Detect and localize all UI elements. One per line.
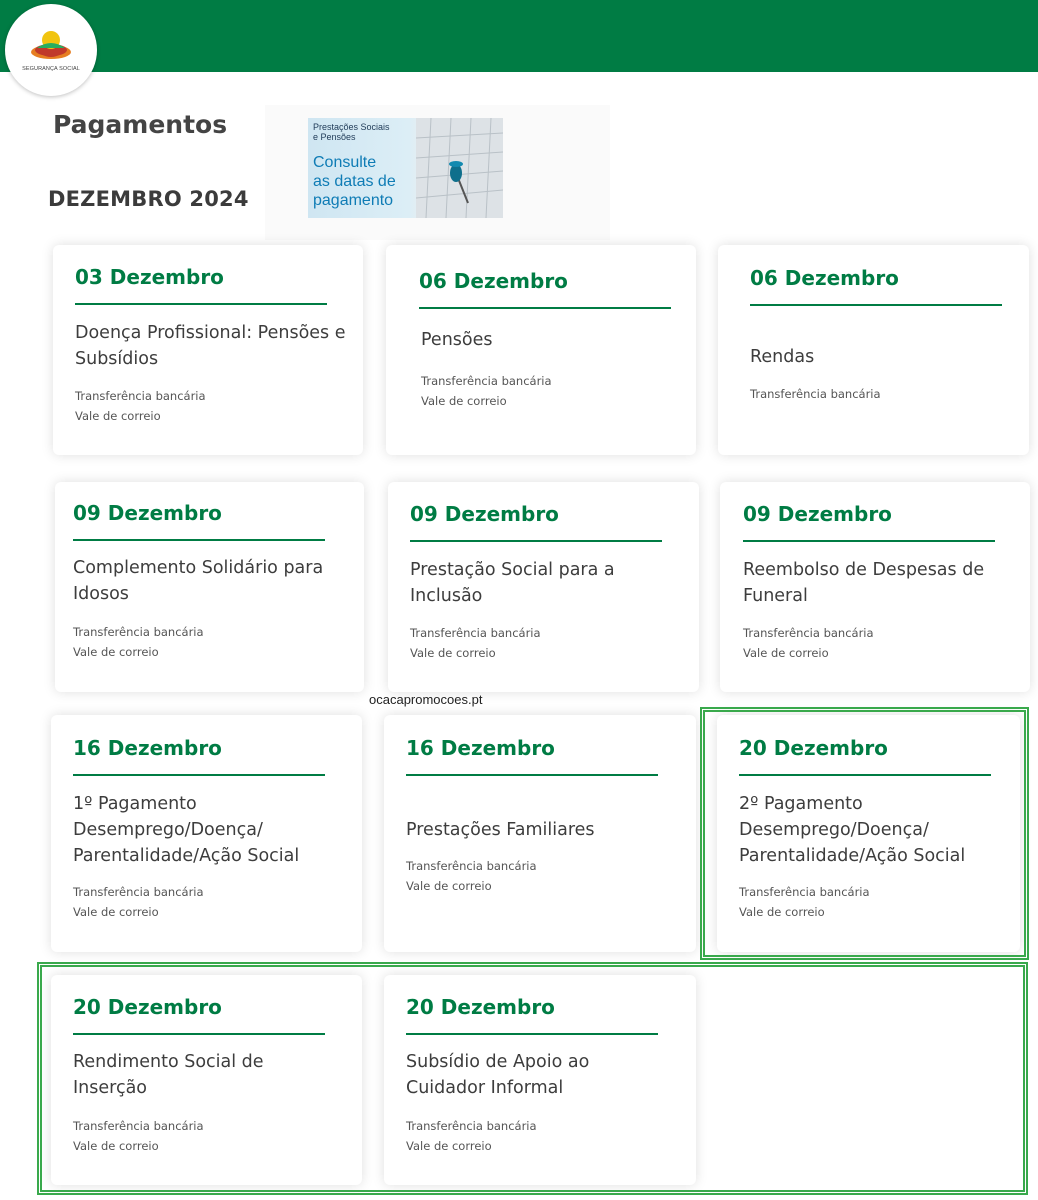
card-divider xyxy=(406,774,658,776)
card-payment-methods xyxy=(410,623,541,663)
banner-headline-line-2: as datas de xyxy=(313,173,396,190)
card-divider xyxy=(75,303,327,305)
card-title: Rendas xyxy=(750,347,815,367)
seguranca-social-logo[interactable] xyxy=(5,4,97,96)
card-payment-methods xyxy=(73,622,204,662)
card-date: 16 Dezembro xyxy=(73,736,222,760)
card-payment-methods xyxy=(73,1116,204,1156)
card-date: 16 Dezembro xyxy=(406,736,555,760)
page-title: Pagamentos xyxy=(53,110,228,139)
payment-card xyxy=(53,245,363,455)
card-date: 20 Dezembro xyxy=(739,736,888,760)
payment-card xyxy=(717,715,1020,952)
card-divider xyxy=(73,774,325,776)
card-payment-methods xyxy=(406,856,537,896)
payment-method: Transferência bancária xyxy=(73,1119,204,1133)
payment-card xyxy=(720,482,1030,692)
card-date: 09 Dezembro xyxy=(743,502,892,526)
card-payment-methods xyxy=(406,1116,537,1156)
payment-card xyxy=(386,245,696,455)
card-date: 06 Dezembro xyxy=(419,269,568,293)
payment-method: Transferência bancária xyxy=(73,885,204,899)
card-title: Reembolso de Despesas de Funeral xyxy=(743,560,985,606)
banner-subtitle-line-1: Prestações Sociais xyxy=(313,122,390,132)
card-payment-methods xyxy=(73,882,204,922)
card-payment-methods xyxy=(743,623,874,663)
card-divider xyxy=(73,1033,325,1035)
card-divider xyxy=(739,774,991,776)
card-divider xyxy=(419,307,671,309)
payment-method: Transferência bancária xyxy=(743,626,874,640)
card-title: 1º Pagamento Desemprego/Doença/ Parentalidade/Ação Social xyxy=(73,794,300,866)
banner-headline-line-1: Consulte xyxy=(313,154,377,171)
payment-method: Vale de correio xyxy=(73,1139,159,1153)
payment-method: Vale de correio xyxy=(406,879,492,893)
top-header-bar xyxy=(0,0,1038,72)
card-divider xyxy=(743,540,995,542)
card-date: 09 Dezembro xyxy=(73,501,222,525)
payment-method: Vale de correio xyxy=(739,905,825,919)
card-date: 03 Dezembro xyxy=(75,265,224,289)
card-title: Pensões xyxy=(421,330,493,350)
payment-method: Vale de correio xyxy=(421,394,507,408)
card-divider xyxy=(410,540,662,542)
payment-card xyxy=(718,245,1029,455)
payment-method: Transferência bancária xyxy=(410,626,541,640)
payment-method: Vale de correio xyxy=(743,646,829,660)
payment-method: Vale de correio xyxy=(73,905,159,919)
payment-card xyxy=(388,482,699,692)
payment-method: Transferência bancária xyxy=(406,859,537,873)
card-payment-methods xyxy=(421,371,552,411)
payment-method: Vale de correio xyxy=(406,1139,492,1153)
card-payment-methods xyxy=(739,882,870,922)
banner-headline xyxy=(313,153,396,210)
payment-method: Transferência bancária xyxy=(739,885,870,899)
payment-dates-banner[interactable] xyxy=(308,118,503,218)
flower-logo-icon xyxy=(27,24,75,64)
card-divider xyxy=(750,304,1002,306)
payment-card xyxy=(51,715,362,952)
card-title: Prestações Familiares xyxy=(406,820,595,840)
card-date: 09 Dezembro xyxy=(410,502,559,526)
banner-subtitle-line-2: e Pensões xyxy=(313,132,356,142)
payment-method: Transferência bancária xyxy=(421,374,552,388)
logo-text: SEGURANÇA SOCIAL xyxy=(22,66,80,72)
card-date: 20 Dezembro xyxy=(406,995,555,1019)
payment-card xyxy=(55,482,364,692)
card-date: 20 Dezembro xyxy=(73,995,222,1019)
payment-card xyxy=(384,715,696,952)
payment-card xyxy=(384,975,696,1185)
card-payment-methods xyxy=(75,386,206,426)
card-title: Subsídio de Apoio ao Cuidador Informal xyxy=(406,1052,590,1098)
payment-method: Transferência bancária xyxy=(75,389,206,403)
card-divider xyxy=(406,1033,658,1035)
banner-subtitle xyxy=(313,122,390,142)
card-title: 2º Pagamento Desemprego/Doença/ Parentalidade/Ação Social xyxy=(739,794,966,866)
card-title: Complemento Solidário para Idosos xyxy=(73,558,324,604)
payment-method: Vale de correio xyxy=(410,646,496,660)
month-title: DEZEMBRO 2024 xyxy=(48,187,249,211)
payment-method: Vale de correio xyxy=(75,409,161,423)
banner-headline-line-3: pagamento xyxy=(313,192,394,209)
payment-method: Transferência bancária xyxy=(73,625,204,639)
watermark-text: ocacapromocoes.pt xyxy=(369,692,483,707)
card-payment-methods xyxy=(750,384,881,404)
card-divider xyxy=(73,539,325,541)
card-date: 06 Dezembro xyxy=(750,266,899,290)
card-title: Rendimento Social de Inserção xyxy=(73,1052,264,1098)
calendar-pin-icon xyxy=(416,118,503,218)
payment-method: Transferência bancária xyxy=(406,1119,537,1133)
payment-method: Transferência bancária xyxy=(750,387,881,401)
card-title: Prestação Social para a Inclusão xyxy=(410,560,615,606)
payment-card xyxy=(51,975,362,1185)
payment-method: Vale de correio xyxy=(73,645,159,659)
card-title: Doença Profissional: Pensões e Subsídios xyxy=(75,323,346,369)
